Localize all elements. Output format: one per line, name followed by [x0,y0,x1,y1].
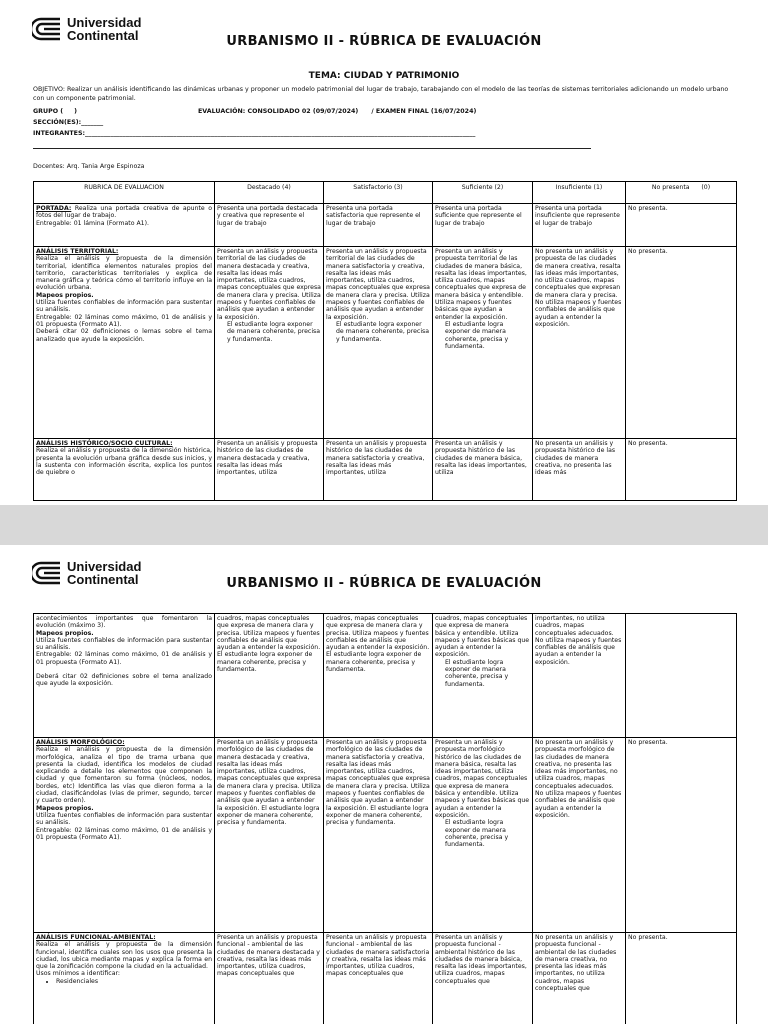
criterio-portada [34,204,215,247]
header-insuficiente: Insuficiente (1) [533,182,626,204]
criterio-desc: Realiza una portada creativa de apunte o fotos del lugar de trabajo. [36,205,212,220]
cell-suficiente: Presenta un análisis y propuesta funcional - ambiental histórico de las ciudades de manera básica, resalta las ideas importantes, utiliza cuadros, mapas conceptuales que [433,933,533,1024]
cell-insuficiente: Presenta una portada insuficiente que represente el lugar de trabajo [533,204,626,247]
cell-text-expone: El estudiante logra exponer de manera coherente, precisa y fundamenta. [445,320,509,350]
cell-satisfactorio: cuadros, mapas conceptuales que expresa de manera clara y precisa. Utiliza mapeos y fuentes confiables de análisis que ayudan a entender la exposición. El estudiante logra exponer de manera coherente, precisa y fundamenta. [324,614,433,738]
cell-no-presenta: No presenta. [626,933,737,1024]
table-row-morfologico [34,738,737,933]
cell-destacado: Presenta una portada destacada y creativa que represente el lugar de trabajo [215,204,324,247]
table-row-historico-cont [34,614,737,738]
table-row-funcional [34,933,737,1024]
cell-suficiente [433,738,533,933]
page-title: URBANISMO II - RÚBRICA DE EVALUACIÓN [226,34,542,49]
criterio-historico-cont [34,614,215,738]
usos-list [36,978,212,985]
rubric-table [33,181,737,501]
criterio-citar: Deberá citar 02 definiciones o lemas sobre el tema analizado que ayude la exposición. [36,328,212,343]
tema-heading: TEMA: CIUDAD Y PATRIMONIO [308,71,460,81]
criterio-funcional [34,933,215,1024]
criterio-entregable: Entregable: 02 láminas como máximo, 01 de análisis y 01 propuesta (Formato A1). [36,313,212,328]
cell-satisfactorio: Presenta una portada satisfactoria que represente el lugar de trabajo [324,204,433,247]
cell-text-expone: El estudiante logra exponer de manera coherente, precisa y fundamenta. [227,320,321,343]
criterio-entregable: Entregable: 01 lámina (Formato A1). [36,219,149,227]
criterio-mapeos: Mapeos propios. [36,629,94,637]
cell-suficiente: Presenta una portada suficiente que represente el lugar de trabajo [433,204,533,247]
header-criterio: RUBRICA DE EVALUACION [34,182,215,204]
table-row-territorial [34,247,737,439]
cell-no-presenta [626,614,737,738]
cell-text-expone: El estudiante logra exponer de manera coherente, precisa y fundamenta. [336,320,430,343]
cell-text: cuadros, mapas conceptuales que expresa de manera básica y entendible. Utiliza mapeos y fuentes básicas que ayudan a entender la exposición. [435,615,530,659]
cell-insuficiente: No presenta un análisis y propuesta funcional - ambiental de las ciudades de manera creativa, no presenta las ideas más importantes, no utiliza cuadros, mapas conceptuales que [533,933,626,1024]
criterio-title: ANÁLISIS FUNCIONAL-AMBIENTAL: [36,934,156,941]
criterio-desc: Realiza el análisis y propuesta de la dimensión histórica, presenta la evolución urbana gráfica desde sus inicios, y la sustenta con información escrita, explica los puntos de quiebre o [36,447,212,477]
cell-insuficiente: importantes, no utiliza cuadros, mapas conceptuales adecuados. No utiliza mapeos y fuentes confiables de análisis que ayudan a entender la exposición. [533,614,626,738]
criterio-fuentes: Utiliza fuentes confiables de información para sustentar su análisis. [36,811,212,827]
grupo-field: GRUPO ( ) [33,108,78,115]
criterio-desc: Realiza el análisis y propuesta de la dimensión territorial, identifica elementos naturales propios del territorio, características territoriales y explica de manera gráfica y teórica cómo el territorio influye en la evolución urbana. [36,255,212,292]
criterio-title: ANÁLISIS TERRITORIAL: [36,248,119,255]
criterio-historico [34,439,215,501]
cell-no-presenta: No presenta. [626,204,737,247]
evaluacion-field: EVALUACIÓN: CONSOLIDADO 02 (09/07/2024) / EXAMEN FINAL (16/07/2024) [198,108,477,115]
criterio-fuentes: Utiliza fuentes confiables de información para sustentar su análisis. [36,299,212,314]
document-page-2 [0,545,768,1024]
criterio-usos: Usos mínimos a identificar: [36,970,121,978]
integrantes-line [33,148,591,149]
cell-insuficiente: No presenta un análisis y propuesta morfológico de las ciudades de manera creativa, no presenta las ideas más importantes, no utiliza cuadros, mapas conceptuales adecuados. No utiliza mapeos y fuentes confiables de análisis que ayudan a entender la exposición. [533,738,626,933]
cell-no-presenta: No presenta. [626,247,737,439]
header-satisfactorio: Satisfactorio (3) [324,182,433,204]
university-name-line2: Continental [67,572,139,587]
cell-insuficiente: No presenta un análisis y propuesta de las ciudades de manera creativa, resalta las ideas más importantes, no utiliza cuadros, mapas conceptuales que expresan de manera clara y precisa. No utiliza mapeos y fuentes confiables de análisis que ayudan a entender la exposición. [533,247,626,439]
criterio-title: ANÁLISIS HISTÓRICO/SOCIO CULTURAL: [36,440,173,447]
table-row-portada [34,204,737,247]
cell-text-expone: El estudiante logra exponer de manera coherente, precisa y fundamenta. [445,658,509,688]
criterio-title: ANÁLISIS MORFOLÓGICO: [36,739,125,746]
criterio-desc: Realiza el análisis y propuesta de la dimensión funcional, identifica cuales son los usos que presenta la ciudad, los ubica mediante mapas y explica la forma en que la zonificación compone la ciudad en la actualidad. [36,941,212,971]
cell-text: Presenta un análisis y propuesta territorial de las ciudades de manera destacada y creativa, resalta las ideas más importantes, utiliza cuadros, mapas conceptuales que expresa de manera clara y precisa. Utiliza mapeos y fuentes confiables de análisis que ayudan a entender la exposición. [217,248,321,321]
rubric-table-continued [33,613,737,1024]
cell-text: Presenta un análisis y propuesta morfológico histórico de las ciudades de manera básica, resalta las ideas importantes, utiliza cuadros, mapas conceptuales que expresa de manera básica y entendible. Utiliza mapeos y fuentes básicas que ayudan a entender la exposición. [435,739,530,819]
cell-satisfactorio: Presenta un análisis y propuesta funcional - ambiental de las ciudades de manera satisfactoria y creativa, resalta las ideas más importantes, utiliza cuadros, mapas conceptuales que [324,933,433,1024]
cell-destacado: Presenta un análisis y propuesta histórico de las ciudades de manera destacada y creativa, resalta las ideas más importantes, utiliza [215,439,324,501]
criterio-morfologico [34,738,215,933]
criterio-fuentes: Utiliza fuentes confiables de información para sustentar su análisis. [36,636,212,652]
cell-no-presenta: No presenta. [626,439,737,501]
criterio-mapeos: Mapeos propios. [36,804,94,812]
document-page-1 [0,0,768,505]
cell-text-expone: El estudiante logra exponer de manera coherente, precisa y fundamenta. [445,819,509,849]
cell-insuficiente: No presenta un análisis y propuesta histórico de las ciudades de manera creativa, no presenta las ideas más [533,439,626,501]
cell-satisfactorio: Presenta un análisis y propuesta histórico de las ciudades de manera satisfactoria y creativa, resalta las ideas más importantes, utiliza [324,439,433,501]
cell-destacado [215,247,324,439]
cell-destacado: Presenta un análisis y propuesta morfológico de las ciudades de manera destacada y creativa, resalta las ideas más importantes, utiliza cuadros, mapas conceptuales que expresa de manera clara y precisa. Utiliza mapeos y fuentes confiables de análisis que ayudan a entender la exposición. El estudiante logra exponer de manera coherente, precisa y fundamenta. [215,738,324,933]
cell-text: Presenta un análisis y propuesta territorial de las ciudades de manera básica, resalta las ideas importantes, utiliza cuadros, mapas conceptuales que expresa de manera básica y entendible. Utiliza mapeos y fuentes básicas que ayudan a entender la exposición. [435,248,527,321]
criterio-entregable: Entregable: 02 láminas como máximo, 01 de análisis y 01 propuesta (Formato A1). [36,826,212,841]
university-name-line1: Universidad [67,559,142,574]
objetivo-text: OBJETIVO: Realizar un análisis identificando las dinámicas urbanas y proponer un modelo patrimonial del lugar de trabajo, tarabajando con el modelo de las teorías de sistemas territoriales adicionando un modelo urbano con un componente patrimonial. [33,86,729,102]
university-name-line1: Universidad [67,15,142,30]
criterio-territorial [34,247,215,439]
page-title: URBANISMO II - RÚBRICA DE EVALUACIÓN [226,576,542,591]
seccion-field: SECCIÓN(ES):_______ [33,119,104,126]
criterio-title: PORTADA: [36,205,72,212]
list-item: • Residenciales [56,978,212,985]
header-suficiente: Suficiente (2) [433,182,533,204]
cell-destacado: Presenta un análisis y propuesta funcional - ambiental de las ciudades de manera destacada y creativa, resalta las ideas más importantes, utiliza cuadros, mapas conceptuales que [215,933,324,1024]
cell-suficiente [433,614,533,738]
criterio-desc: Realiza el análisis y propuesta de la dimensión morfológica, analiza el tipo de trama urbana que presenta la ciudad, identifica los modelos de ciudad explicando a detalle los elementos que componen la ciudad y que fomentaron su forma (núcleos, nodos, bordes, etc) Identifica las vías que dieron forma a la ciudad, clasificándolas (vías de primer, segundo, tercer y cuarto orden). [36,746,212,805]
criterio-mapeos: Mapeos propios. [36,291,94,299]
criterio-desc: acontecimientos importantes que fomentaron la evolución (máximo 3). [36,615,212,630]
table-header-row [34,182,737,204]
cell-no-presenta: No presenta. [626,738,737,933]
integrantes-field: INTEGRANTES:____________________________________________________________________________________________________________________________ [33,130,476,137]
cell-suficiente [433,247,533,439]
header-destacado: Destacado (4) [215,182,324,204]
criterio-entregable: Entregable: 02 láminas como máximo, 01 de análisis y 01 propuesta (Formato A1). [36,651,212,666]
university-name-line2: Continental [67,28,139,43]
cell-destacado: cuadros, mapas conceptuales que expresa de manera clara y precisa. Utiliza mapeos y fuentes confiables de análisis que ayudan a entender la exposición. El estudiante logra exponer de manera coherente, precisa y fundamenta. [215,614,324,738]
header-no-presenta: No presenta (0) [626,182,737,204]
table-row-historico [34,439,737,501]
cell-satisfactorio [324,247,433,439]
docentes-text: Docentes: Arq. Tania Arge Espinoza [33,163,145,170]
cell-satisfactorio: Presenta un análisis y propuesta morfológico de las ciudades de manera satisfactoria y creativa, resalta las ideas más importantes, utiliza cuadros, mapas conceptuales que expresa de manera clara y precisa. Utiliza mapeos y fuentes confiables de análisis que ayudan a entender la exposición. El estudiante logra exponer de manera coherente, precisa y fundamenta. [324,738,433,933]
criterio-citar: Deberá citar 02 definiciones sobre el tema analizado que ayude la exposición. [36,673,212,688]
cell-text: Presenta un análisis y propuesta territorial de las ciudades de manera satisfactoria y creativa, resalta las ideas más importantes, utiliza cuadros, mapas conceptuales que expresa de manera clara y precisa. Utiliza mapeos y fuentes confiables de análisis que ayudan a entender la exposición. [326,248,430,321]
cell-suficiente: Presenta un análisis y propuesta histórico de las ciudades de manera básica, resalta las ideas importantes, utiliza [433,439,533,501]
